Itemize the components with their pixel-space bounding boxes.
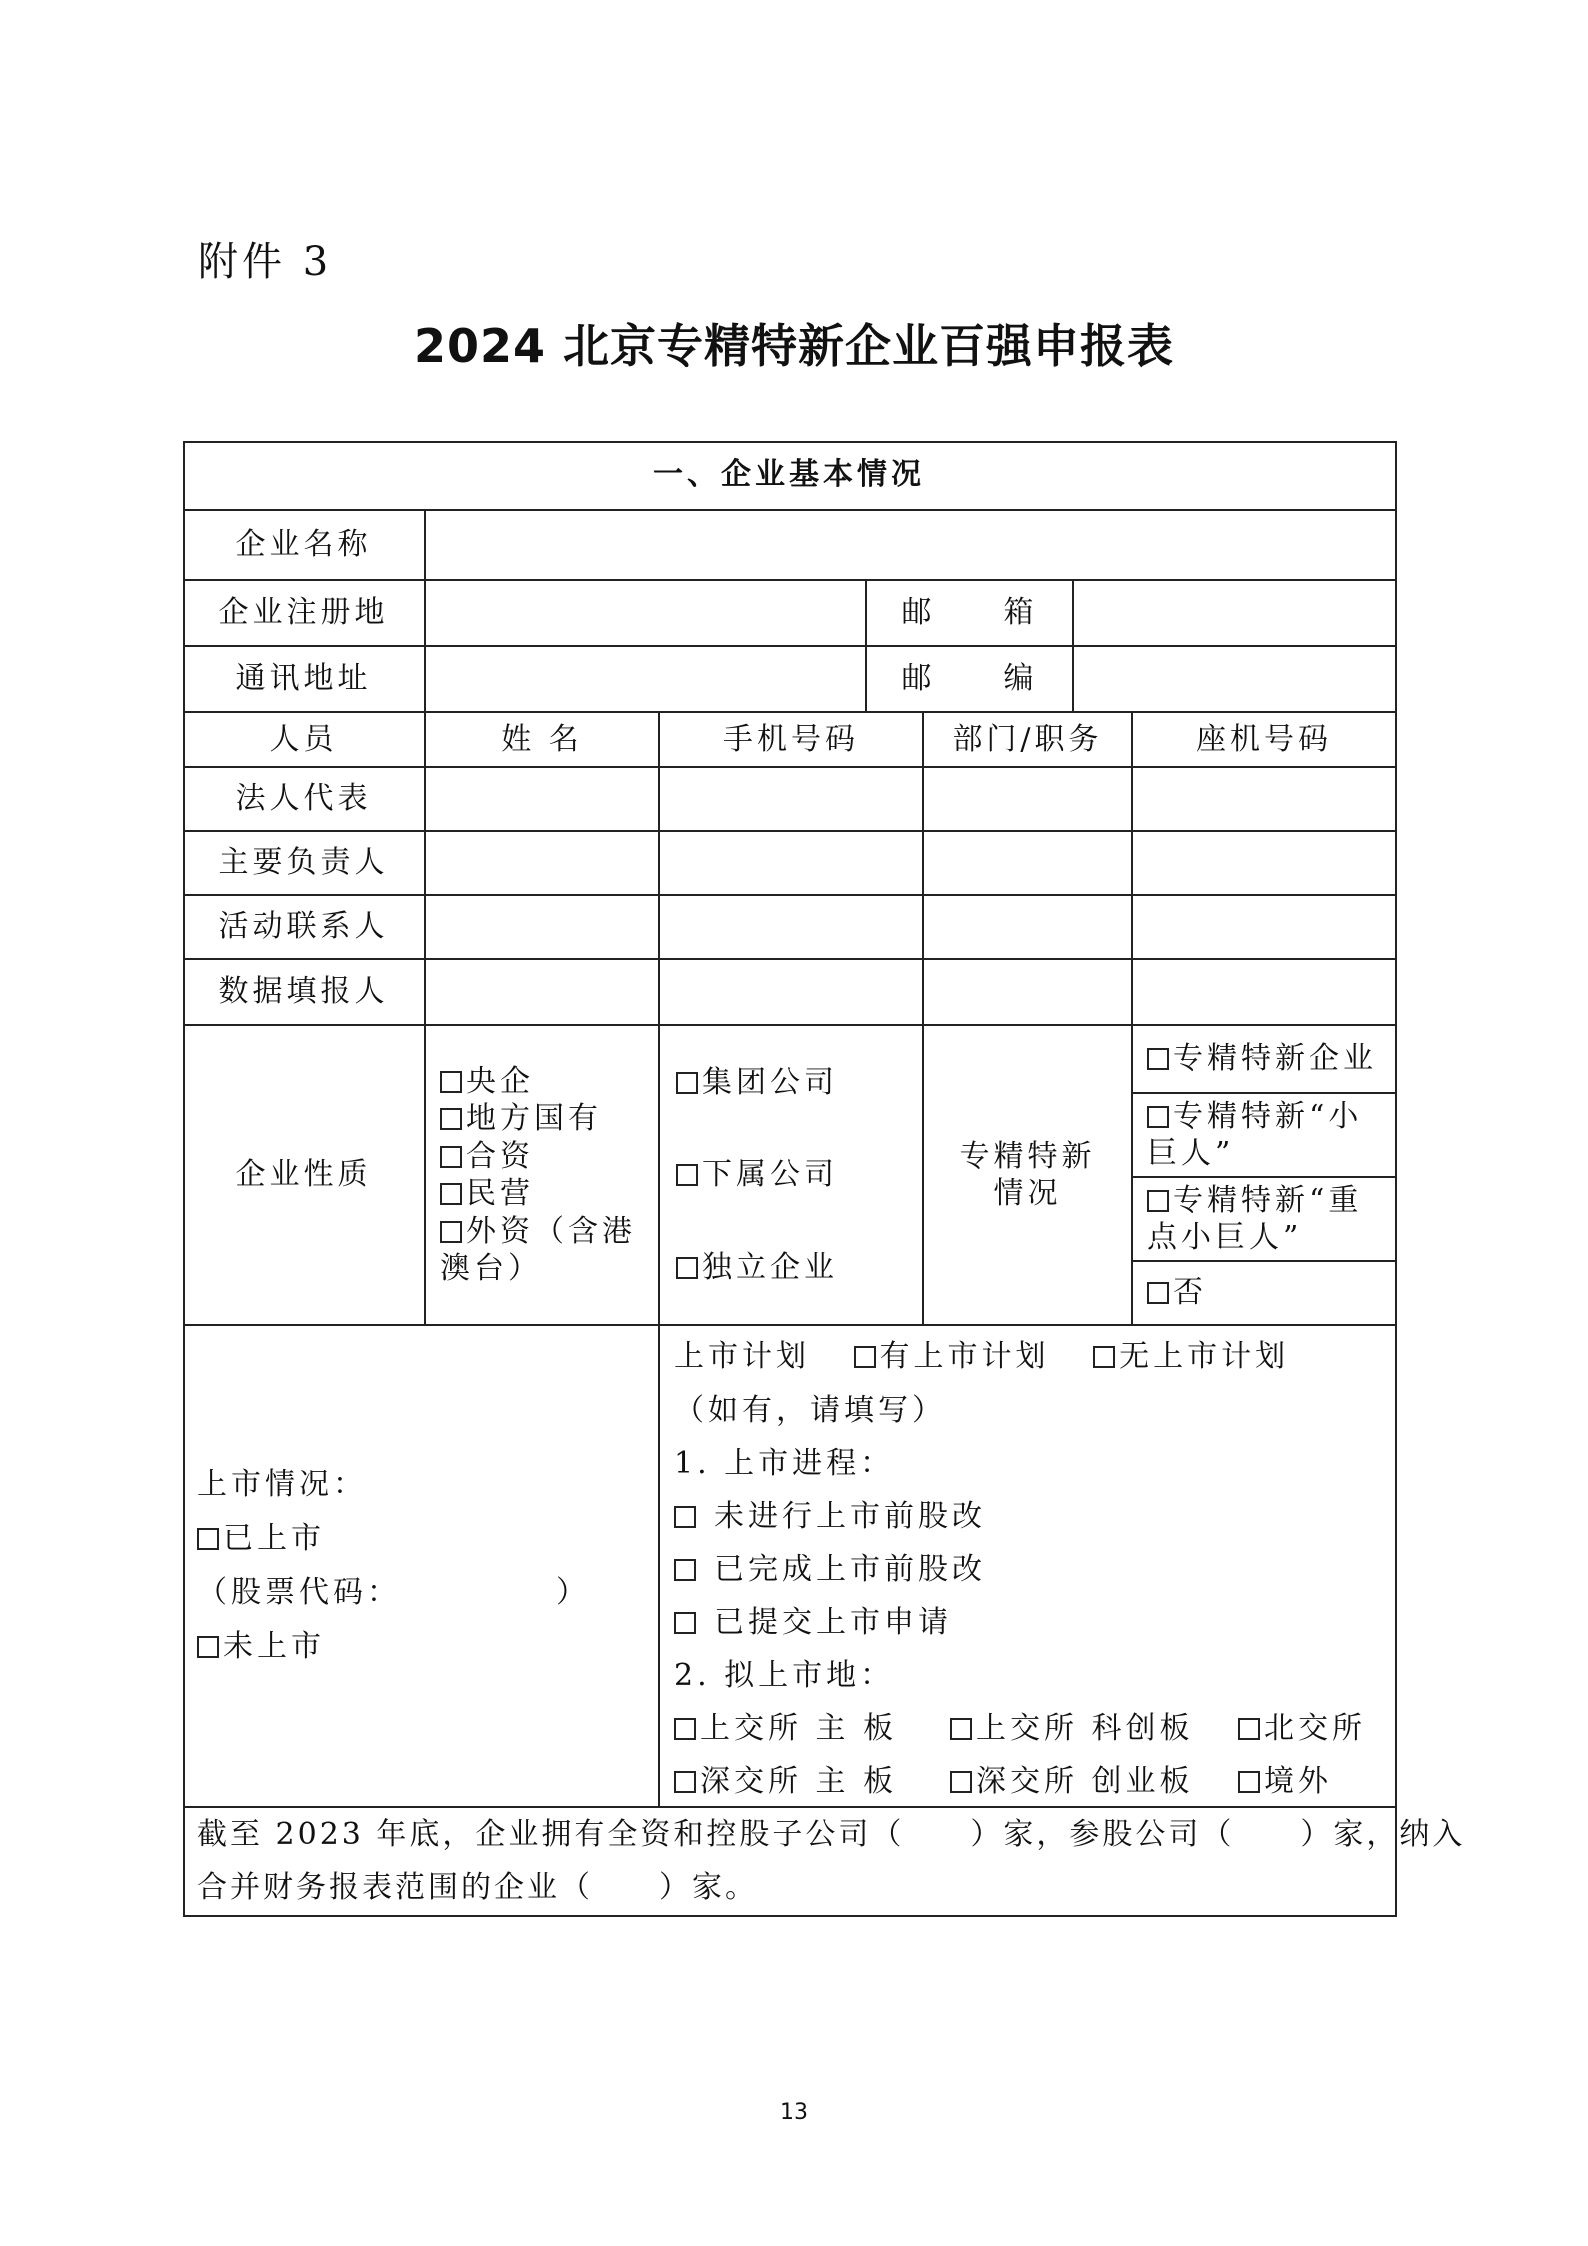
option-local-soe[interactable]: 地方国有 [440, 1100, 602, 1138]
option-joint-venture[interactable]: 合资 [440, 1138, 534, 1176]
legal-rep-mobile-field[interactable] [660, 768, 924, 832]
checkbox-icon[interactable] [1147, 1106, 1169, 1128]
option-private[interactable]: 民营 [440, 1175, 534, 1213]
filler-landline-field[interactable] [1133, 960, 1397, 1026]
principal-landline-field[interactable] [1133, 832, 1397, 896]
checkbox-icon[interactable] [1238, 1771, 1260, 1793]
option-venue-szse-main[interactable]: 深交所 主 板 [674, 1763, 897, 1801]
option-venue-sse-main[interactable]: 上交所 主 板 [674, 1710, 897, 1748]
option-central-soe[interactable]: 央企 [440, 1063, 534, 1101]
filler-mobile-field[interactable] [660, 960, 924, 1026]
people-row-contact: 活动联系人 [183, 896, 426, 960]
option-venue-szse-chinext[interactable]: 深交所 创业板 [950, 1763, 1194, 1801]
option-independent[interactable]: 独立企业 [676, 1249, 838, 1287]
checkbox-icon[interactable] [676, 1257, 698, 1279]
form-title: 2024 北京专精特新企业百强申报表 [413, 319, 1175, 373]
option-venue-bse[interactable]: 北交所 [1238, 1710, 1366, 1748]
option-progress-3[interactable]: 已提交上市申请 [674, 1604, 952, 1642]
option-progress-1[interactable]: 未进行上市前股改 [674, 1498, 986, 1536]
option-none[interactable]: 否 [1133, 1262, 1397, 1326]
option-key-little-giant[interactable]: 专精特新“重 点小巨人” [1133, 1178, 1397, 1262]
checkbox-icon[interactable] [674, 1612, 696, 1634]
people-row-legal-rep: 法人代表 [183, 768, 426, 832]
option-specialized-enterprise[interactable]: 专精特新企业 [1133, 1026, 1397, 1094]
subsidiary-count-note: 截至 2023 年底，企业拥有全资和控股子公司（ ）家，参股公司（ ）家，纳入 合并财务报表范围的企业（ ）家。 [183, 1808, 1397, 1917]
structure-options [660, 1026, 924, 1326]
principal-mobile-field[interactable] [660, 832, 924, 896]
listing-status-label: 上市情况： [197, 1467, 367, 1502]
stock-code-field[interactable]: （股票代码： ） [197, 1575, 590, 1610]
contact-name-field[interactable] [426, 896, 660, 960]
legal-rep-name-field[interactable] [426, 768, 660, 832]
checkbox-icon[interactable] [674, 1506, 696, 1528]
people-row-data-filler: 数据填报人 [183, 960, 426, 1026]
checkbox-icon[interactable] [197, 1528, 219, 1550]
company-name-field[interactable] [426, 511, 1397, 581]
checkbox-icon[interactable] [676, 1072, 698, 1094]
address-label: 通讯地址 [183, 647, 426, 713]
listing-plan-cell [660, 1326, 1397, 1808]
ownership-options [426, 1026, 660, 1326]
checkbox-icon[interactable] [674, 1771, 696, 1793]
checkbox-icon[interactable] [440, 1071, 462, 1093]
checkbox-icon[interactable] [950, 1718, 972, 1740]
progress-label: 1. 上市进程： [674, 1446, 895, 1481]
option-venue-overseas[interactable]: 境外 [1238, 1763, 1332, 1801]
people-header-department: 部门/职务 [924, 713, 1133, 768]
checkbox-icon[interactable] [440, 1183, 462, 1205]
option-plan-yes[interactable]: 有上市计划 [879, 1339, 1050, 1374]
venue-label: 2. 拟上市地： [674, 1658, 895, 1693]
filler-name-field[interactable] [426, 960, 660, 1026]
enterprise-nature-label: 企业性质 [183, 1026, 426, 1326]
if-yes-note: （如有，请填写） [674, 1393, 946, 1428]
application-form-table [183, 441, 1466, 1917]
registered-place-label: 企业注册地 [183, 581, 426, 647]
checkbox-icon[interactable] [854, 1346, 876, 1368]
option-listed[interactable]: 已上市 [197, 1512, 325, 1566]
checkbox-icon[interactable] [950, 1771, 972, 1793]
checkbox-icon[interactable] [1147, 1048, 1169, 1070]
option-group-company[interactable]: 集团公司 [676, 1064, 838, 1102]
specialized-status-label: 专精特新 情况 [924, 1026, 1133, 1326]
people-header-mobile: 手机号码 [660, 713, 924, 768]
people-header-landline: 座机号码 [1133, 713, 1397, 768]
checkbox-icon[interactable] [440, 1108, 462, 1130]
checkbox-icon[interactable] [440, 1146, 462, 1168]
attachment-label: 附件 3 [198, 239, 333, 285]
checkbox-icon[interactable] [1093, 1346, 1115, 1368]
checkbox-icon[interactable] [674, 1718, 696, 1740]
legal-rep-dept-field[interactable] [924, 768, 1133, 832]
page-number: 13 [780, 2100, 808, 2125]
postcode-label: 邮 编 [865, 647, 1074, 713]
option-little-giant[interactable]: 专精特新“小 巨人” [1133, 1094, 1397, 1178]
checkbox-icon[interactable] [676, 1164, 698, 1186]
option-unlisted[interactable]: 未上市 [197, 1620, 325, 1674]
listing-plan-row: 上市计划 有上市计划 无上市计划 [674, 1339, 1290, 1374]
people-header-role: 人员 [183, 713, 426, 768]
option-venue-sse-star[interactable]: 上交所 科创板 [950, 1710, 1194, 1748]
section-basic-info-header: 一、企业基本情况 [183, 441, 1397, 511]
checkbox-icon[interactable] [1147, 1190, 1169, 1212]
contact-dept-field[interactable] [924, 896, 1133, 960]
filler-dept-field[interactable] [924, 960, 1133, 1026]
option-foreign-cont: 澳台） [440, 1251, 542, 1286]
checkbox-icon[interactable] [1147, 1282, 1169, 1304]
postcode-field[interactable] [1074, 647, 1397, 713]
checkbox-icon[interactable] [440, 1221, 462, 1243]
contact-landline-field[interactable] [1133, 896, 1397, 960]
people-row-principal: 主要负责人 [183, 832, 426, 896]
checkbox-icon[interactable] [674, 1559, 696, 1581]
company-name-label: 企业名称 [183, 511, 426, 581]
email-field[interactable] [1074, 581, 1397, 647]
people-header-name: 姓 名 [426, 713, 660, 768]
option-foreign[interactable]: 外资（含港 [440, 1213, 636, 1251]
option-plan-no[interactable]: 无上市计划 [1119, 1339, 1290, 1374]
option-subsidiary[interactable]: 下属公司 [676, 1156, 838, 1194]
option-progress-2[interactable]: 已完成上市前股改 [674, 1551, 986, 1589]
listing-status-cell [183, 1326, 660, 1808]
contact-mobile-field[interactable] [660, 896, 924, 960]
legal-rep-landline-field[interactable] [1133, 768, 1397, 832]
email-label: 邮 箱 [865, 581, 1074, 647]
checkbox-icon[interactable] [197, 1636, 219, 1658]
principal-dept-field[interactable] [924, 832, 1133, 896]
principal-name-field[interactable] [426, 832, 660, 896]
checkbox-icon[interactable] [1238, 1718, 1260, 1740]
